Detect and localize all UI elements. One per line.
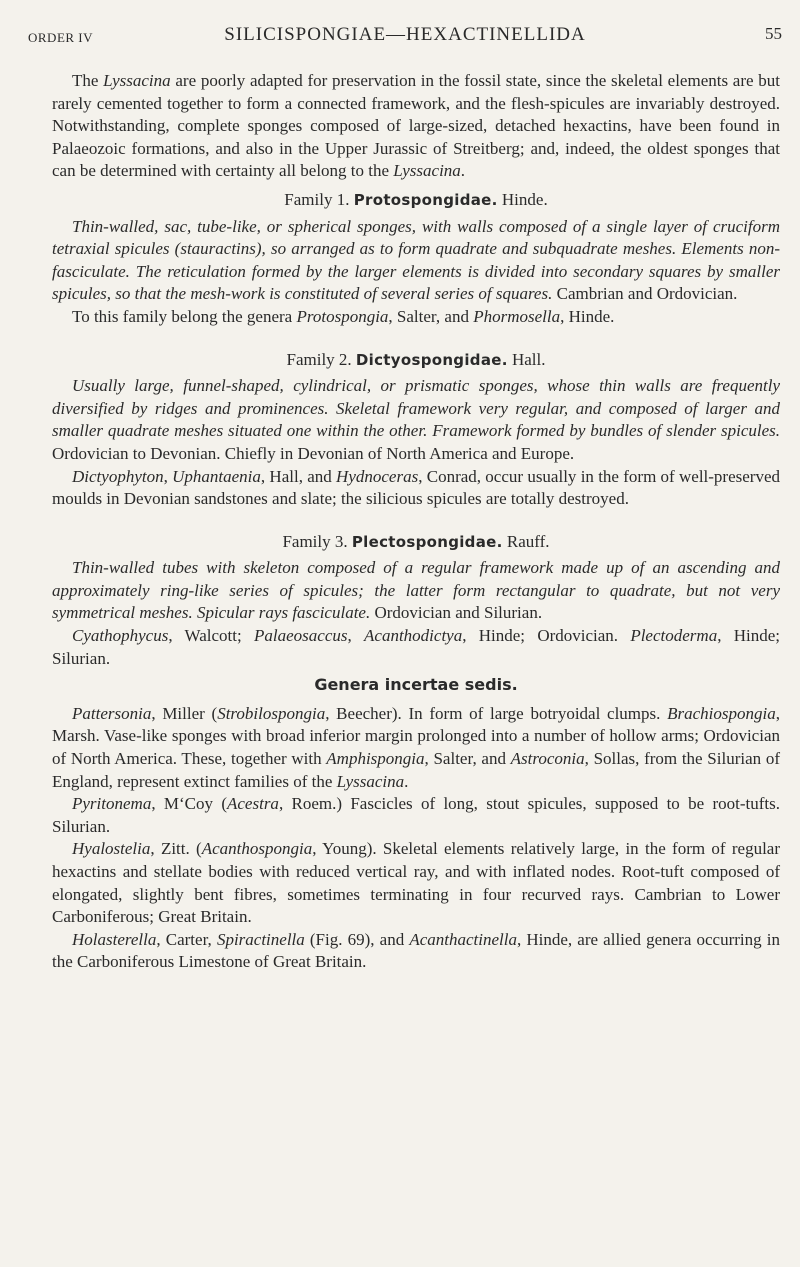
- family-1-heading: Family 1. Protospongidae. Hinde.: [284, 189, 548, 209]
- family-2-diagnosis: Usually large, funnel-shaped, cylindrical, or prismatic sponges, whose thin walls are frequently diversified by ridges and prominences. Skeletal framework very regular, and composed of larger and smaller quadrate meshes situated one within the other. Framework formed by bundles of slender spicules. Ordovician to Devonian. Chiefly in Devonian of North America and Europe.: [52, 376, 780, 463]
- family-3-heading: Family 3. Plectospongidae. Rauff.: [282, 531, 550, 551]
- family-1-diagnosis: Thin-walled, sac, tube-like, or spherical sponges, with walls composed of a single layer of cruciform tetraxial spicules (stauractins), so arranged as to form quadrate and subquadrate meshes. Elements non-fasciculate. The reticulation formed by the larger elements is divided into secondary squares by smaller spicules, so that the mesh-work is constituted of several series of squares. Cambrian and Ordovician.: [52, 216, 780, 304]
- order-label: ORDER IV: [28, 30, 94, 45]
- family-3-genera: Cyathophycus, Walcott; Palaeosaccus, Acanthodictya, Hinde; Ordovician. Plectoderma, Hinde; Silurian.: [52, 626, 780, 668]
- page-number: 55: [765, 24, 782, 43]
- family-3-diagnosis: Thin-walled tubes with skeleton composed of a regular framework made up of an ascending and approximately ring-like series of spicules; the latter form rectangular to quadrate, but not very symmetrical meshes. Spicular rays fasciculate. Ordovician and Silurian.: [52, 558, 780, 623]
- incertae-paragraph-2: Pyritonema, M‘Coy (Acestra, Roem.) Fascicles of long, stout spicules, supposed to be root-tufts. Silurian.: [52, 794, 780, 836]
- chapter-title: SILICISPONGIAE—HEXACTINELLIDA: [224, 24, 586, 45]
- incertae-sedis-heading: Genera incertae sedis.: [314, 675, 518, 695]
- incertae-paragraph-4: Holasterella, Carter, Spiractinella (Fig. 69), and Acanthactinella, Hinde, are allied genera occurring in the Carboniferous Limestone of Great Britain.: [52, 929, 780, 972]
- spacer: [52, 511, 780, 525]
- family-1-genera: To this family belong the genera Protospongia, Salter, and Phormosella, Hinde.: [72, 306, 615, 326]
- incertae-paragraph-1: Pattersonia, Miller (Strobilospongia, Beecher). In form of large botryoidal clumps. Brachiospongia, Marsh. Vase-like sponges with broad inferior margin prolonged into a number of hollow arms; Ordovician of North America. These, together with Amphispongia, Salter, and Astroconia, Sollas, from the Silurian of England, represent extinct families of the Lyssacina.: [52, 703, 780, 791]
- incertae-paragraph-3: Hyalostelia, Zitt. (Acanthospongia, Young). Skeletal elements relatively large, in the form of regular hexactins and stellate bodies with reduced vertical ray, and with inflated nodes. Root-tuft composed of elongated, slightly bent fibres, sometimes terminating in four recurved rays. Cambrian to Lower Carboniferous; Great Britain.: [52, 839, 780, 927]
- main-text: [52, 70, 780, 974]
- intro-paragraph: The Lyssacina are poorly adapted for preservation in the fossil state, since the skeletal elements are but rarely cemented together to form a connected framework, and the flesh-spicules are invariably destroyed. Notwithstanding, complete sponges composed of large-sized, detached hexactins, have been found in Palaeozoic formations, and also in the Upper Jurassic of Streitberg; and, indeed, the oldest sponges that can be determined with certainty all belong to the Lyssacina.: [52, 71, 780, 181]
- running-head: [28, 22, 782, 52]
- family-2-heading: Family 2. Dictyospongidae. Hall.: [286, 349, 546, 369]
- spacer: [52, 329, 780, 343]
- family-2-genera: Dictyophyton, Uphantaenia, Hall, and Hydnoceras, Conrad, occur usually in the form of well-preserved moulds in Devonian sandstones and slate; the silicious spicules are totally destroyed.: [52, 466, 780, 509]
